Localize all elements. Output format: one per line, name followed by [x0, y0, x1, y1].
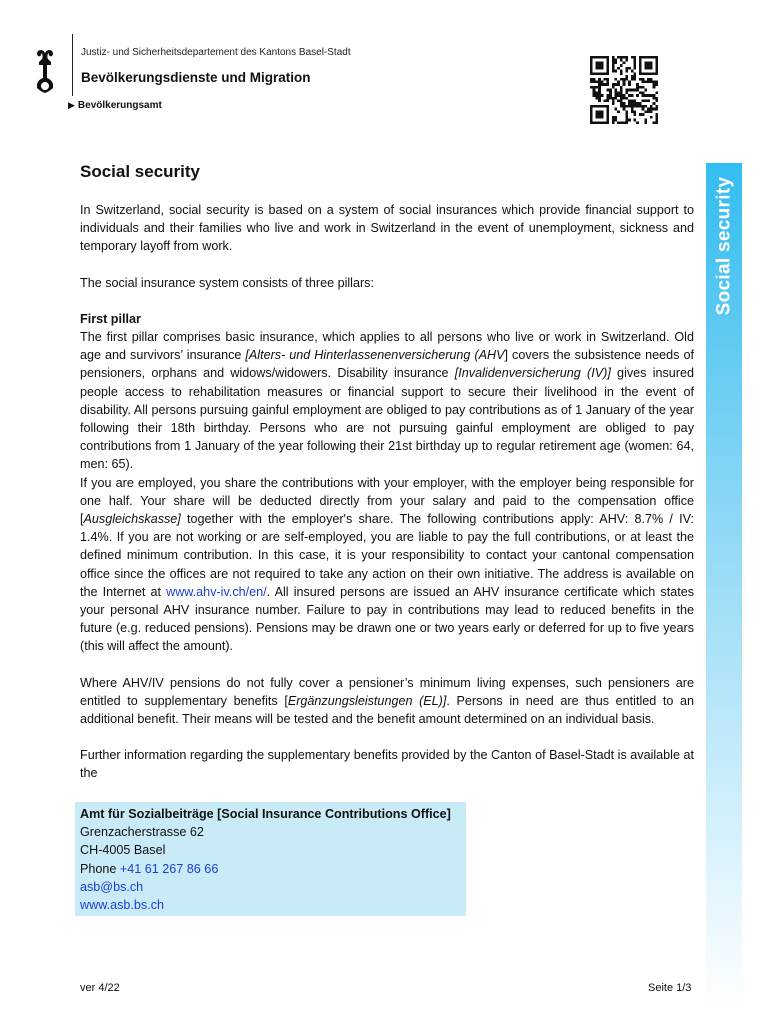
basel-crest-logo	[34, 48, 56, 94]
sidebar-title: Social security	[713, 176, 734, 315]
page-title: Social security	[80, 162, 201, 181]
department-name: Justiz- und Sicherheitsdepartement des Kantons Basel-Stadt	[81, 47, 351, 58]
header-divider	[72, 34, 73, 96]
service-name: Bevölkerungsdienste und Migration	[81, 70, 311, 85]
contact-phone-link[interactable]: +41 61 267 86 66	[119, 861, 219, 876]
page-number: Seite 1/3	[648, 982, 692, 994]
contributions-paragraph: If you are employed, you share the contributions with your employer, with the employer being responsible for one half. Your share will be deducted directly from your salary and paid to the compensation office [Ausgleichskasse] together with the employer's share. The following contributions apply: AHV: 8.7% / IV: 1.4%. If you are not working or are self-employed, you are liable to pay the full contributions, or at least the defined minimum contribution. In this case, it is your responsibility to contact your cantonal compensation office since the offices are not required to take any action on their own initiative. The address is available on the Internet at www.ahv-iv.ch/en/. All insured persons are issued an AHV insurance certificate which states your personal AHV insurance number. Failure to pay in contributions may lead to reduced benefits in the future (e.g. reduced pensions). Pensions may be drawn one or two years early or deferred for up to five years (this will affect the amount).	[80, 475, 694, 654]
contact-box	[75, 802, 466, 916]
document-body	[80, 160, 694, 783]
arrow-right-icon: ▶	[68, 100, 75, 110]
first-pillar-heading: First pillar	[80, 311, 141, 326]
contact-email-link[interactable]: asb@bs.ch	[80, 879, 144, 894]
version-label: ver 4/22	[80, 982, 120, 994]
first-pillar-paragraph: The first pillar comprises basic insurance, which applies to all persons who live or work in Switzerland. Old age and survivors’ insurance [Alters- und Hinterlassenenversicherung (AHV] covers the subsistence needs of pensioners, orphans and widows/widowers. Disability insurance [Invalidenversicherung (IV)] gives insured people access to rehabilitation measures or financial support to secure their livelihood in the event of disability. All persons pursuing gainful employment are obliged to pay contributions as of 1 January of the year following their 18th birthday. Persons who are not pursuing gainful employment are obliged to pay contributions from 1 January of the year following their 21st birthday up to regular retirement age (women: 64, men: 65).	[80, 330, 694, 472]
contact-phone-line: Phone +41 61 267 86 66	[80, 861, 219, 876]
contact-city: CH-4005 Basel	[80, 843, 166, 858]
further-info-paragraph: Further information regarding the supplementary benefits provided by the Canton of Basel-Stadt is available at the	[80, 748, 694, 781]
supplementary-benefits-paragraph: Where AHV/IV pensions do not fully cover a pensioner’s minimum living expenses, such pensioners are entitled to supplementary benefits [Ergänzungsleistungen (EL)]. Persons in need are thus entitled to an additional benefit. Their means will be tested and the benefit amount determined on an individual basis.	[80, 675, 695, 727]
contact-street: Grenzacherstrasse 62	[80, 825, 204, 840]
qr-code	[590, 56, 658, 124]
office-label: Bevölkerungsamt	[77, 100, 162, 111]
pillars-intro: The social insurance system consists of three pillars:	[80, 275, 374, 290]
office-name	[68, 100, 162, 111]
intro-paragraph: In Switzerland, social security is based on a system of social insurances which provide financial support to individuals and their families who live and work in Switzerland in the event of unemployment, sickness and temporary layoff from work.	[80, 203, 694, 254]
ahv-iv-link[interactable]: www.ahv-iv.ch/en/	[166, 584, 267, 599]
contact-office-name: Amt für Sozialbeiträge [Social Insurance Contributions Office]	[80, 807, 451, 821]
contact-website-link[interactable]: www.asb.bs.ch	[80, 898, 164, 913]
